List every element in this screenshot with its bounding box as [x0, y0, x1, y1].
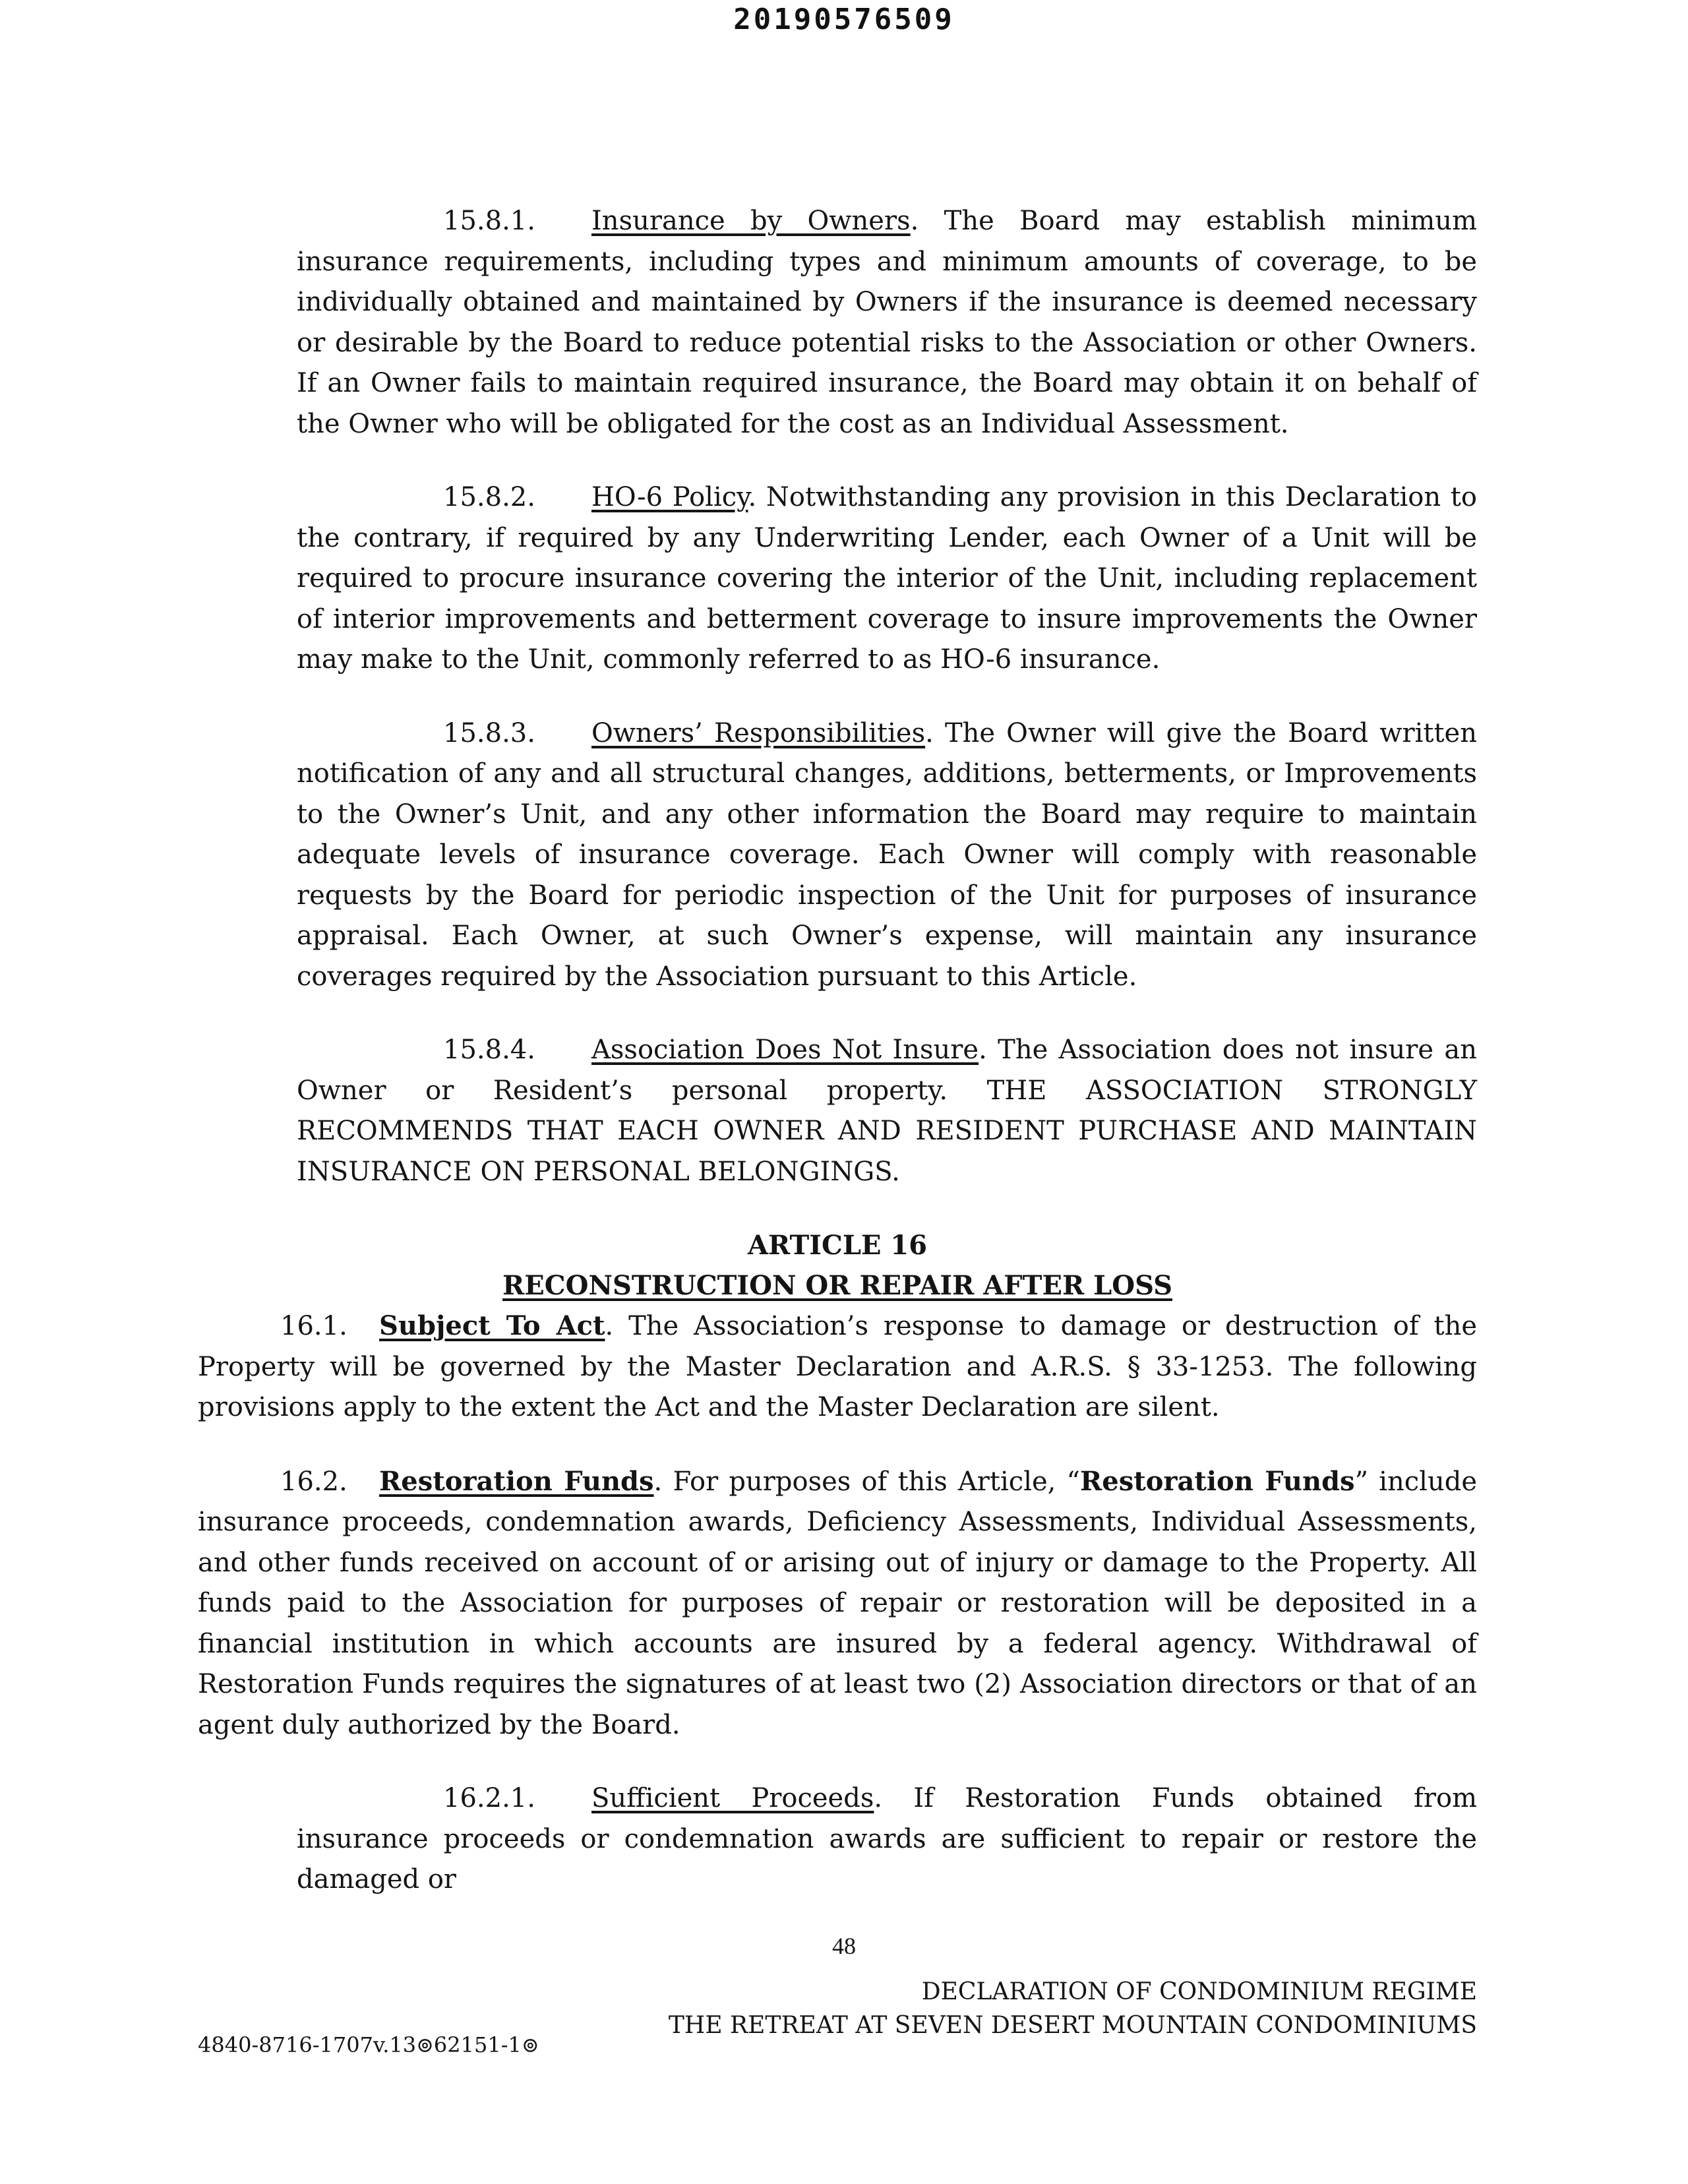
section-16-2: 16.2. Restoration Funds. For purposes of this Article, “Restoration Funds” include insurance proceeds, condemnation awards, Deficiency Assessments, Individual Assessments, and other funds received on account of or arising out of injury or damage to the Property. All funds paid to the Association for purposes of repair or restoration will be deposited in a financial institution in which accounts are insured by a federal agency. Withdrawal of Restoration Funds requires the signatures of at least two (2) Association directors or that of an agent duly authorized by the Board.: [198, 1461, 1477, 1746]
footer-document-id: 4840-8716-1707v.13⊚62151-1⊚: [198, 2032, 539, 2057]
section-heading: Sufficient Proceeds: [591, 1783, 874, 1813]
recording-number-stamp: 20190576509: [733, 3, 955, 36]
section-16-1: 16.1. Subject To Act. The Association’s response to damage or destruction of the Property will be governed by the Master Declaration and A.R.S. § 33-1253. The following provisions apply to the extent the Act and the Master Declaration are silent.: [198, 1306, 1477, 1428]
section-number: 15.8.4.: [443, 1035, 535, 1065]
section-15-8-2: 15.8.2. HO-6 Policy. Notwithstanding any provision in this Declaration to the contrary, if required by any Underwriting Lender, each Owner of a Unit will be required to procure insurance covering the interior of the Unit, including replacement of interior improvements and betterment coverage to insure improvements the Owner may make to the Unit, commonly referred to as HO-6 insurance.: [297, 477, 1477, 681]
section-text: The Association does not insure an Owner or Resident’s personal property. THE ASSOCIATION STRONGLY RECOMMENDS THAT EACH OWNER AND RESIDENT PURCHASE AND MAINTAIN INSURANCE ON PERSONAL BELONGINGS.: [297, 1035, 1478, 1187]
article-title: [198, 1265, 1477, 1306]
section-text: The Association’s response to damage or destruction of the Property will be governed by the Master Declaration and A.R.S. § 33-1253. The following provisions apply to the extent the Act and the Master Declaration are silent.: [198, 1311, 1478, 1422]
article-number: ARTICLE 16: [747, 1230, 928, 1261]
section-text: The Owner will give the Board written notification of any and all structural changes, additions, betterments, or Improvements to the Owner’s Unit, and any other information the Board may require to maintain adequate levels of insurance coverage. Each Owner will comply with reasonable requests by the Board for periodic inspection of the Unit for purposes of insurance appraisal. Each Owner, at such Owner’s expense, will maintain any insurance coverages required by the Association pursuant to this Article.: [297, 717, 1477, 992]
document-body: [198, 201, 1477, 1900]
section-number: 15.8.3.: [443, 717, 535, 748]
defined-term: Restoration Funds: [1080, 1465, 1355, 1497]
section-number: 16.2.1.: [443, 1783, 535, 1813]
section-heading: Insurance by Owners: [591, 206, 911, 236]
section-heading: Association Does Not Insure: [591, 1035, 979, 1065]
section-16-2-1: 16.2.1. Sufficient Proceeds. If Restoration Funds obtained from insurance proceeds or condemnation awards are sufficient to repair or restore the damaged or: [297, 1778, 1477, 1900]
page-number: 48: [832, 1933, 856, 1959]
footer-document-title: [669, 1975, 1477, 2042]
section-heading: HO-6 Policy: [591, 482, 748, 512]
section-15-8-1: 15.8.1. Insurance by Owners. The Board may establish minimum insurance requirements, including types and minimum amounts of coverage, to be individually obtained and maintained by Owners if the insurance is deemed necessary or desirable by the Board to reduce potential risks to the Association or other Owners. If an Owner fails to maintain required insurance, the Board may obtain it on behalf of the Owner who will be obligated for the cost as an Individual Assessment.: [297, 201, 1477, 444]
section-15-8-3: 15.8.3. Owners’ Responsibilities. The Owner will give the Board written notification of any and all structural changes, additions, betterments, or Improvements to the Owner’s Unit, and any other information the Board may require to maintain adequate levels of insurance coverage. Each Owner will comply with reasonable requests by the Board for periodic inspection of the Unit for purposes of insurance appraisal. Each Owner, at such Owner’s expense, will maintain any insurance coverages required by the Association pursuant to this Article.: [297, 713, 1477, 998]
section-15-8-4: 15.8.4. Association Does Not Insure. The Association does not insure an Owner or Resident’s personal property. THE ASSOCIATION STRONGLY RECOMMENDS THAT EACH OWNER AND RESIDENT PURCHASE AND MAINTAIN INSURANCE ON PERSONAL BELONGINGS.: [297, 1030, 1477, 1192]
section-text: ” include insurance proceeds, condemnation awards, Deficiency Assessments, Individual Assessments, and other funds received on account of or arising out of injury or damage to the Property. All funds paid to the Association for purposes of repair or restoration will be deposited in a financial institution in which accounts are insured by a federal agency. Withdrawal of Restoration Funds requires the signatures of at least two (2) Association directors or that of an agent duly authorized by the Board.: [198, 1466, 1477, 1740]
section-text: Notwithstanding any provision in this Declaration to the contrary, if required by any Underwriting Lender, each Owner of a Unit will be required to procure insurance covering the interior of the Unit, including replacement of interior improvements and betterment coverage to insure improvements the Owner may make to the Unit, commonly referred to as HO-6 insurance.: [297, 482, 1478, 675]
section-number: 15.8.2.: [443, 482, 535, 512]
section-text: If Restoration Funds obtained from insurance proceeds or condemnation awards are sufficient to repair or restore the damaged or: [297, 1783, 1477, 1895]
article-title-text: RECONSTRUCTION OR REPAIR AFTER LOSS: [502, 1270, 1172, 1301]
section-number: 16.2.: [280, 1466, 347, 1497]
section-heading: Subject To Act: [379, 1310, 605, 1341]
section-text: For purposes of this Article, “: [662, 1466, 1081, 1497]
section-number: 15.8.1.: [443, 206, 535, 236]
section-heading: Owners’ Responsibilities: [591, 717, 926, 748]
section-heading: Restoration Funds: [379, 1465, 654, 1497]
footer-line-1: DECLARATION OF CONDOMINIUM REGIME: [921, 1978, 1477, 2005]
section-number: 16.1.: [280, 1311, 347, 1341]
section-text: The Board may establish minimum insurance requirements, including types and minimum amounts of coverage, to be individually obtained and maintained by Owners if the insurance is deemed necessary or desirable by the Board to reduce potential risks to the Association or other Owners. If an Owner fails to maintain required insurance, the Board may obtain it on behalf of the Owner who will be obligated for the cost as an Individual Assessment.: [297, 206, 1477, 439]
footer-line-2: THE RETREAT AT SEVEN DESERT MOUNTAIN CONDOMINIUMS: [668, 2012, 1477, 2039]
